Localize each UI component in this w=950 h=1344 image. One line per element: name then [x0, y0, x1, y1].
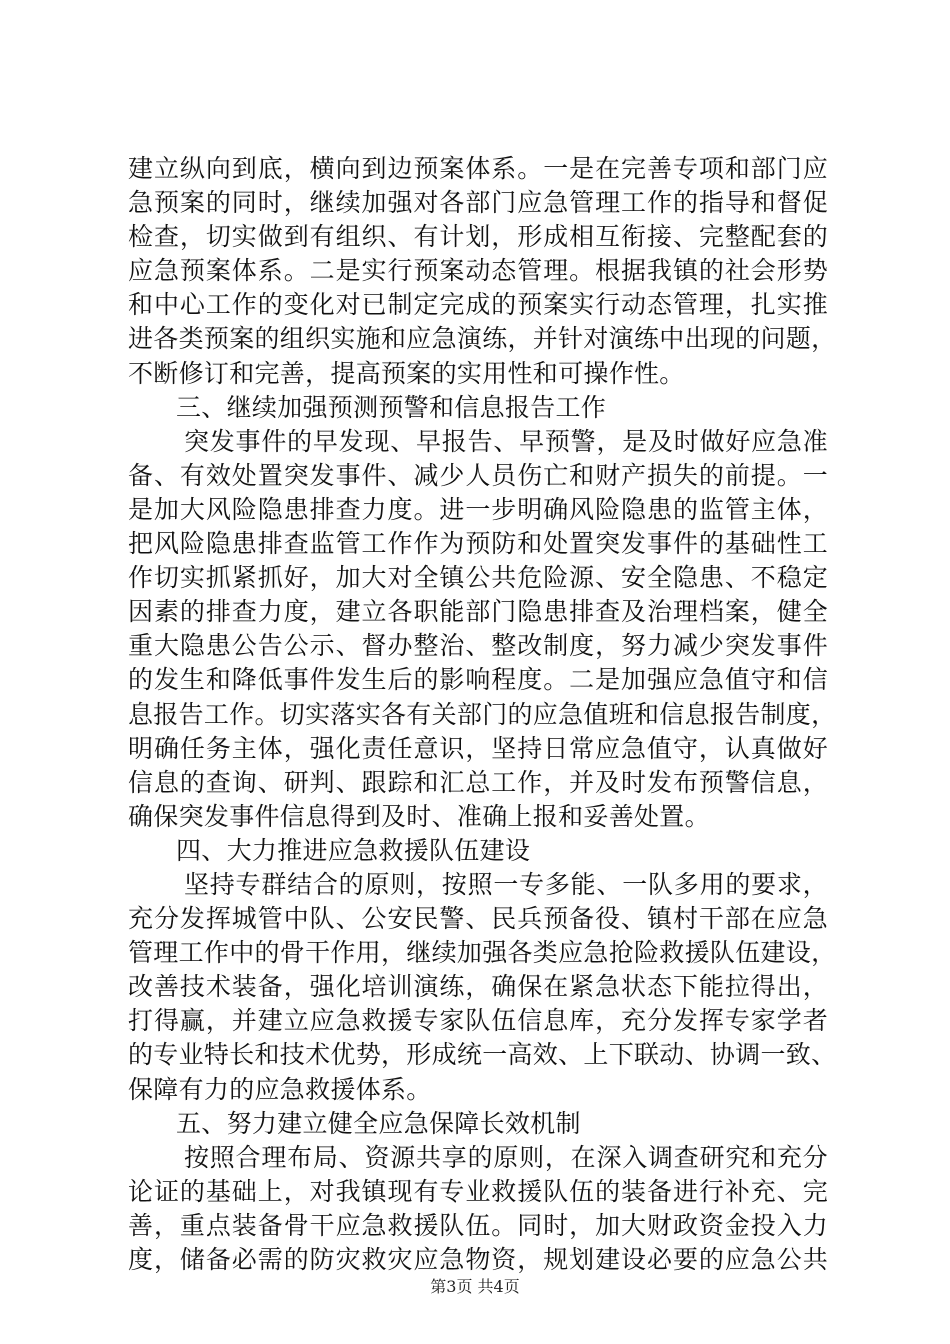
paragraph-line: 保障有力的应急救援体系。 — [128, 1074, 432, 1104]
section-heading: 五、努力建立健全应急保障长效机制 — [176, 1108, 581, 1138]
paragraph-line: 的发生和降低事件发生后的影响程度。二是加强应急值守和信 — [128, 665, 828, 695]
paragraph-line: 的专业特长和技术优势，形成统一高效、上下联动、协调一致、 — [128, 1040, 837, 1070]
paragraph-line: 建立纵向到底，横向到边预案体系。一是在完善专项和部门应 — [128, 154, 828, 183]
paragraph-line: 突发事件的早发现、早报告、早预警，是及时做好应急准 — [184, 426, 828, 456]
paragraph-line: 应急预案体系。二是实行预案动态管理。根据我镇的社会形势 — [128, 256, 828, 286]
paragraph-line: 把风险隐患排查监管工作作为预防和处置突发事件的基础性工 — [128, 529, 828, 559]
paragraph-line: 信息的查询、研判、跟踪和汇总工作，并及时发布预警信息， — [128, 767, 828, 797]
paragraph-line: 备、有效处置突发事件、减少人员伤亡和财产损失的前提。一 — [128, 460, 828, 490]
paragraph-line: 明确任务主体，强化责任意识，坚持日常应急值守，认真做好 — [128, 733, 828, 763]
paragraph-line: 不断修订和完善，提高预案的实用性和可操作性。 — [128, 358, 685, 388]
paragraph-line: 进各类预案的组织实施和应急演练，并针对演练中出现的问题， — [128, 324, 837, 354]
section-heading: 三、继续加强预测预警和信息报告工作 — [176, 392, 607, 422]
paragraph-line: 坚持专群结合的原则，按照一专多能、一队多用的要求， — [184, 869, 828, 899]
section-heading: 四、大力推进应急救援队伍建设 — [176, 835, 531, 865]
paragraph-line: 是加大风险隐患排查力度。进一步明确风险隐患的监管主体， — [128, 494, 828, 524]
paragraph-line: 打得赢，并建立应急救援专家队伍信息库，充分发挥专家学者 — [128, 1006, 828, 1036]
paragraph-line: 息报告工作。切实落实各有关部门的应急值班和信息报告制度， — [128, 699, 837, 729]
paragraph-line: 检查，切实做到有组织、有计划，形成相互衔接、完整配套的 — [128, 222, 828, 252]
paragraph-line: 因素的排查力度，建立各职能部门隐患排查及治理档案，健全 — [128, 597, 828, 627]
paragraph-line: 度，储备必需的防灾救灾应急物资，规划建设必要的应急公共 — [128, 1245, 828, 1274]
paragraph-line: 论证的基础上，对我镇现有专业救援队伍的装备进行补充、完 — [128, 1176, 828, 1206]
paragraph-line: 按照合理布局、资源共享的原则，在深入调查研究和充分 — [184, 1142, 828, 1172]
paragraph-line: 改善技术装备，强化培训演练，确保在紧急状态下能拉得出， — [128, 972, 828, 1002]
paragraph-line: 充分发挥城管中队、公安民警、民兵预备役、镇村干部在应急 — [128, 904, 828, 934]
paragraph-line: 管理工作中的骨干作用，继续加强各类应急抢险救援队伍建设， — [128, 938, 837, 968]
paragraph-line: 急预案的同时，继续加强对各部门应急管理工作的指导和督促 — [128, 188, 828, 218]
page-number-footer: 第3页 共4页 — [430, 1277, 520, 1296]
document-body — [128, 152, 837, 1277]
paragraph-line: 作切实抓紧抓好，加大对全镇公共危险源、安全隐患、不稳定 — [128, 563, 828, 593]
paragraph-line: 和中心工作的变化对已制定完成的预案实行动态管理，扎实推 — [128, 290, 828, 320]
paragraph-line: 确保突发事件信息得到及时、准确上报和妥善处置。 — [128, 801, 710, 831]
paragraph-line: 善，重点装备骨干应急救援队伍。同时，加大财政资金投入力 — [128, 1210, 828, 1240]
paragraph-line: 重大隐患公告公示、督办整治、整改制度，努力减少突发事件 — [128, 631, 828, 661]
